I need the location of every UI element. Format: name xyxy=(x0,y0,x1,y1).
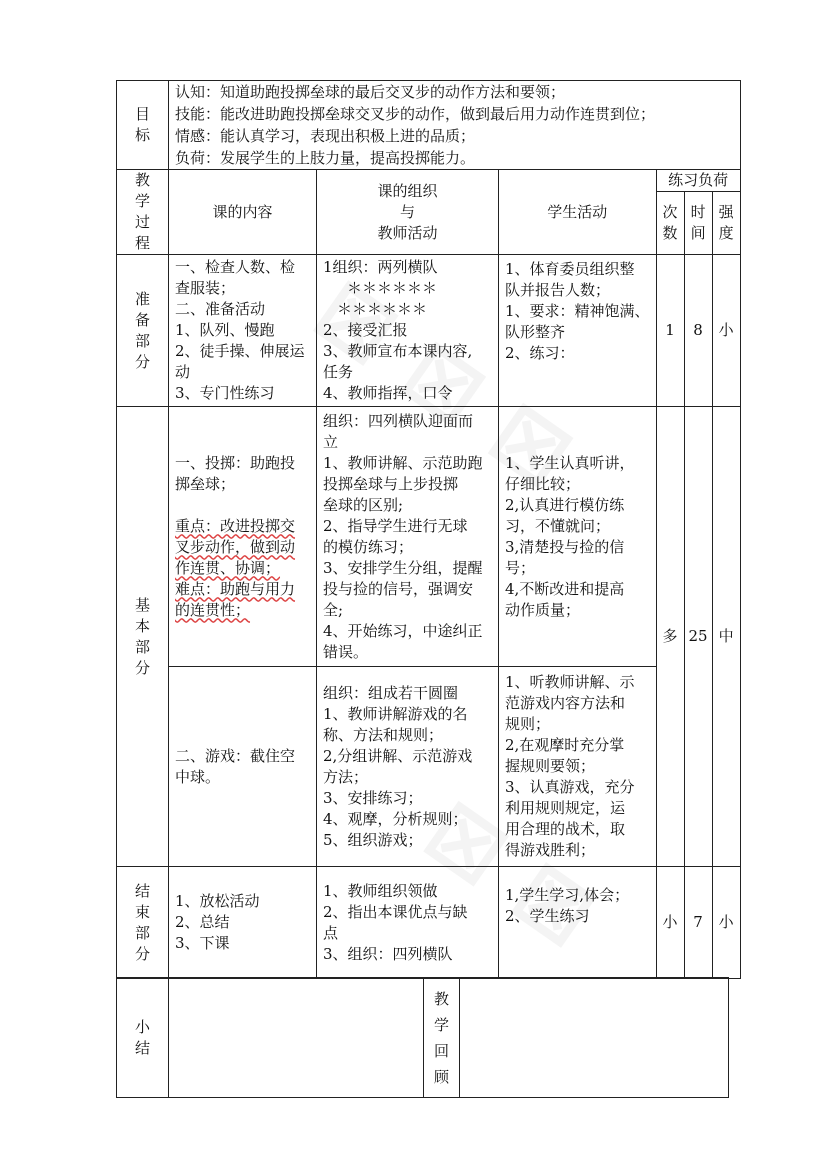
ending-content: 1、放松活动 2、总结 3、下课 xyxy=(169,867,317,979)
prep-count: 1 xyxy=(656,255,684,407)
prep-label: 准 备 部 分 xyxy=(117,255,169,407)
ending-student: 1,学生学习,体会； 2、学生练习 xyxy=(499,867,657,979)
basic-label: 基 本 部 分 xyxy=(117,407,169,867)
objectives-text: 认知：知道助跑投掷垒球的最后交叉步的动作方法和要领； 技能：能改进助跑投掷垒球交叉步的动作，做到最后用力动作连贯到位； 情感：能认真学习，表现出积极上进的品质； 负荷：发展学生的上肢力量，提高投掷能力。 xyxy=(169,81,741,170)
basic-throw-organization: 组织：四列横队迎面而 立 1、教师讲解、示范助跑 投掷垒球与上步投掷 垒球的区别; 2、指导学生进行无球 的模仿练习； 3、安排学生分组，提醒 投与捡的信号，强调安 全; 4、开始练习，中途纠正 错误。 xyxy=(317,407,499,667)
ending-label: 结 束 部 分 xyxy=(117,867,169,979)
objectives-row xyxy=(117,81,742,170)
header-time: 时 间 xyxy=(684,192,712,255)
basic-time: 25 xyxy=(684,407,712,867)
prep-content: 一、检查人数、检 查服装； 二、准备活动 1、队列、慢跑 2、徒手操、伸展运 动 3、专门性练习 xyxy=(169,255,317,407)
header-row xyxy=(117,170,742,192)
summary-label: 小 结 xyxy=(117,978,169,1098)
prep-row xyxy=(117,255,742,407)
basic-game-row xyxy=(117,667,742,867)
header-student: 学生活动 xyxy=(499,170,657,255)
basic-game-organization: 组织：组成若干圆圈 1、教师讲解游戏的名 称、方法和规则； 2,分组讲解、示范游戏 方法； 3、安排练习； 4、观摩，分析规则； 5、组织游戏； xyxy=(317,667,499,867)
basic-count: 多 xyxy=(656,407,684,867)
basic-throw-row xyxy=(117,407,742,667)
basic-throw-content: 一、投掷：助跑投 掷垒球； 重点：改进投掷交 叉步动作，做到动 作连贯、协调； 难点：助跑与用力 的连贯性； xyxy=(169,407,317,667)
ending-row xyxy=(117,867,742,979)
basic-game-student: 1、听教师讲解、示 范游戏内容方法和 规则； 2,在观摩时充分掌 握规则要领； 3、认真游戏，充分 利用规则规定，运 用合理的战术，取 得游戏胜利； xyxy=(499,667,657,867)
prep-organization: 1组织：两列横队 ＊＊＊＊＊＊ ＊＊＊＊＊＊ 2、接受汇报 3、教师宣布本课内容, 任务 4、教师指挥，口令 xyxy=(317,255,499,407)
summary-text-field[interactable] xyxy=(169,978,424,1098)
prep-time: 8 xyxy=(684,255,712,407)
ending-time: 7 xyxy=(684,867,712,979)
prep-student: 1、体育委员组织整 队并报告人数； 1、要求：精神饱满、 队形整齐 2、练习： xyxy=(499,255,657,407)
ending-organization: 1、教师组织领做 2、指出本课优点与缺 点 3、组织：四列横队 xyxy=(317,867,499,979)
summary-row xyxy=(117,978,729,1098)
header-organization: 课的组织 与 教师活动 xyxy=(317,170,499,255)
basic-intensity: 中 xyxy=(712,407,740,867)
ending-count: 小 xyxy=(656,867,684,979)
header-count: 次 数 xyxy=(656,192,684,255)
ending-intensity: 小 xyxy=(712,867,740,979)
review-label: 教 学 回 顾 xyxy=(424,978,460,1098)
header-intensity: 强 度 xyxy=(712,192,740,255)
lesson-plan-table xyxy=(116,80,742,979)
basic-throw-student: 1、学生认真听讲， 仔细比较； 2,认真进行模仿练 习，不懂就问； 3,清楚投与捡的信 号； 4,不断改进和提高 动作质量； xyxy=(499,407,657,667)
prep-intensity: 小 xyxy=(712,255,740,407)
basic-game-content: 二、游戏：截住空 中球。 xyxy=(169,667,317,867)
objectives-label: 目 标 xyxy=(117,81,169,170)
summary-table xyxy=(116,977,729,1098)
header-load: 练习负荷 xyxy=(656,170,740,192)
header-content: 课的内容 xyxy=(169,170,317,255)
review-text-field[interactable] xyxy=(460,978,729,1098)
header-process-label: 教 学 过 程 xyxy=(117,170,169,255)
